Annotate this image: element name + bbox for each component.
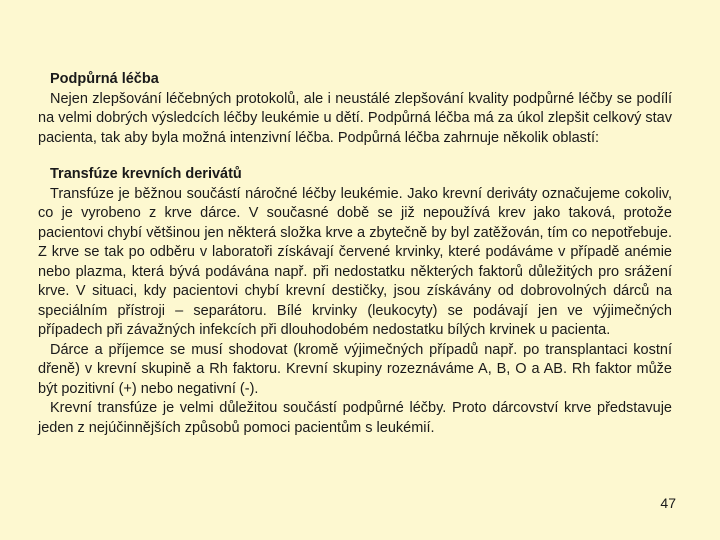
paragraph: Krevní transfúze je velmi důležitou součástí podpůrné léčby. Proto dárcovství krve představuje jeden z nejúčinnějších způsobů pomoci pacientům s leukémií. — [38, 400, 672, 436]
document-body — [38, 70, 672, 438]
paragraph: Transfúze je běžnou součástí náročné léčby leukémie. Jako krevní deriváty označujeme cokoliv, co je vyrobeno z krve dárce. V současné době se již nepoužívá krev jako taková, protože pacientovi chybí většinou jen některá složka krve a zbytečně by byl zatěžován, tím co nepotřebuje. Z krve se tak po odběru v laboratoři získávají červené krvinky, které podáváme v případě anémie nebo plazma, která bývá podávána např. při nedostatku některých faktorů důležitých pro srážení krve. V situaci, kdy pacientovi chybí krevní destičky, jsou získávány od dobrovolných dárců na speciálním přístroji – separátoru. Bílé krvinky (leukocyty) se podávají jen ve výjimečných případech při závažných infekcích při dlouhodobém nedostatku bílých krvinek u pacienta. — [38, 185, 672, 338]
page-number: 47 — [660, 495, 676, 511]
section-heading: Transfúze krevních derivátů — [50, 166, 242, 182]
section-transfusion — [38, 165, 672, 438]
section-heading: Podpůrná léčba — [50, 71, 159, 87]
paragraph: Dárce a příjemce se musí shodovat (kromě výjimečných případů např. po transplantaci kostní dřeně) v krevní skupině a Rh faktoru. Krevní skupiny rozeznáváme A, B, O a AB. Rh faktor může být pozitivní (+) nebo negativní (-). — [38, 341, 672, 397]
section-spacer — [38, 148, 672, 165]
paragraph: Nejen zlepšování léčebných protokolů, ale i neustálé zlepšování kvality podpůrné léčby se podílí na velmi dobrých výsledcích léčby leukémie u dětí. Podpůrná léčba má za úkol zlepšit celkový stav pacienta, tak aby byla možná intenzivní léčba. Podpůrná léčba zahrnuje několik oblastí: — [38, 90, 672, 146]
section-supportive-care — [38, 70, 672, 148]
